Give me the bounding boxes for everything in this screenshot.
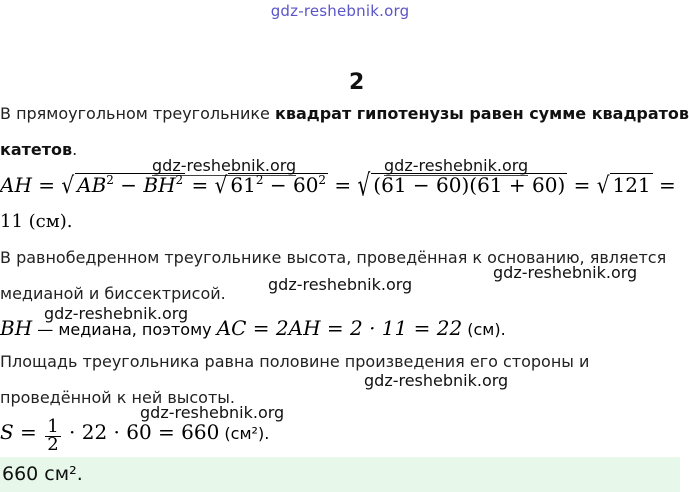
watermark-1: gdz-reshebnik.org	[152, 156, 297, 175]
equation-ah-result: 11 (см).	[0, 211, 73, 232]
equation-area: S = $\frac{1}{2}$ · 22 · 60 = 660 (см²).	[0, 416, 270, 455]
paragraph-pythagoras-line2	[0, 140, 77, 160]
watermark-2: gdz-reshebnik.org	[384, 156, 529, 175]
paragraph-isosceles-line2: медианой и биссектрисой.	[0, 284, 226, 303]
paragraph-area-line1: Площадь треугольника равна половине произведения его стороны и	[0, 352, 590, 371]
p1-bold-1: квадрат гипотенузы равен сумме квадратов	[274, 104, 689, 123]
p1-bold-2: катетов	[0, 140, 73, 159]
eq2-bh: BH	[0, 316, 33, 340]
sqrt-61-60: √ $61^2 - 60^2$	[214, 171, 327, 199]
fraction-half: $\frac{1}{2}$	[47, 416, 59, 455]
equation-ah: AH = √ $AB^2 - BH^2$ = √ $61^2 - 60^2$ = √ (61 − 60)(61 + 60) = √ 121 =	[0, 167, 676, 203]
answer-text: 660 см².	[2, 463, 83, 485]
watermark-7: gdz-reshebnik.org	[140, 403, 285, 422]
top-partial-glyph: 2	[349, 70, 365, 95]
eq3-lhs: S =	[0, 420, 37, 444]
equation-ac: BH — медиана, поэтому AC = 2AH = 2 · 11 = 22 (см).	[0, 316, 506, 340]
p1-after: .	[72, 140, 78, 159]
watermark-4: gdz-reshebnik.org	[268, 275, 413, 294]
sqrt-product: √ (61 − 60)(61 + 60)	[357, 167, 566, 203]
answer-box	[0, 457, 680, 492]
header-watermark: gdz-reshebnik.org	[270, 2, 410, 20]
sqrt-ab-bh: √ $AB^2 - BH^2$	[61, 171, 184, 199]
eq2-formula: AC = 2AH = 2 · 11 = 22	[216, 316, 463, 340]
p1-before: В прямоугольном треугольнике	[0, 104, 275, 123]
watermark-3: gdz-reshebnik.org	[493, 263, 638, 282]
watermark-5: gdz-reshebnik.org	[44, 304, 189, 323]
paragraph-area-line2: проведённой к ней высоты.	[0, 388, 236, 407]
eq1-lhs: AH	[0, 173, 32, 197]
paragraph-isosceles-line1: В равнобедренном треугольнике высота, проведённая к основанию, является	[0, 248, 667, 267]
sqrt-121: √ 121	[596, 171, 651, 199]
paragraph-pythagoras-line1	[0, 104, 689, 124]
watermark-6: gdz-reshebnik.org	[364, 371, 509, 390]
